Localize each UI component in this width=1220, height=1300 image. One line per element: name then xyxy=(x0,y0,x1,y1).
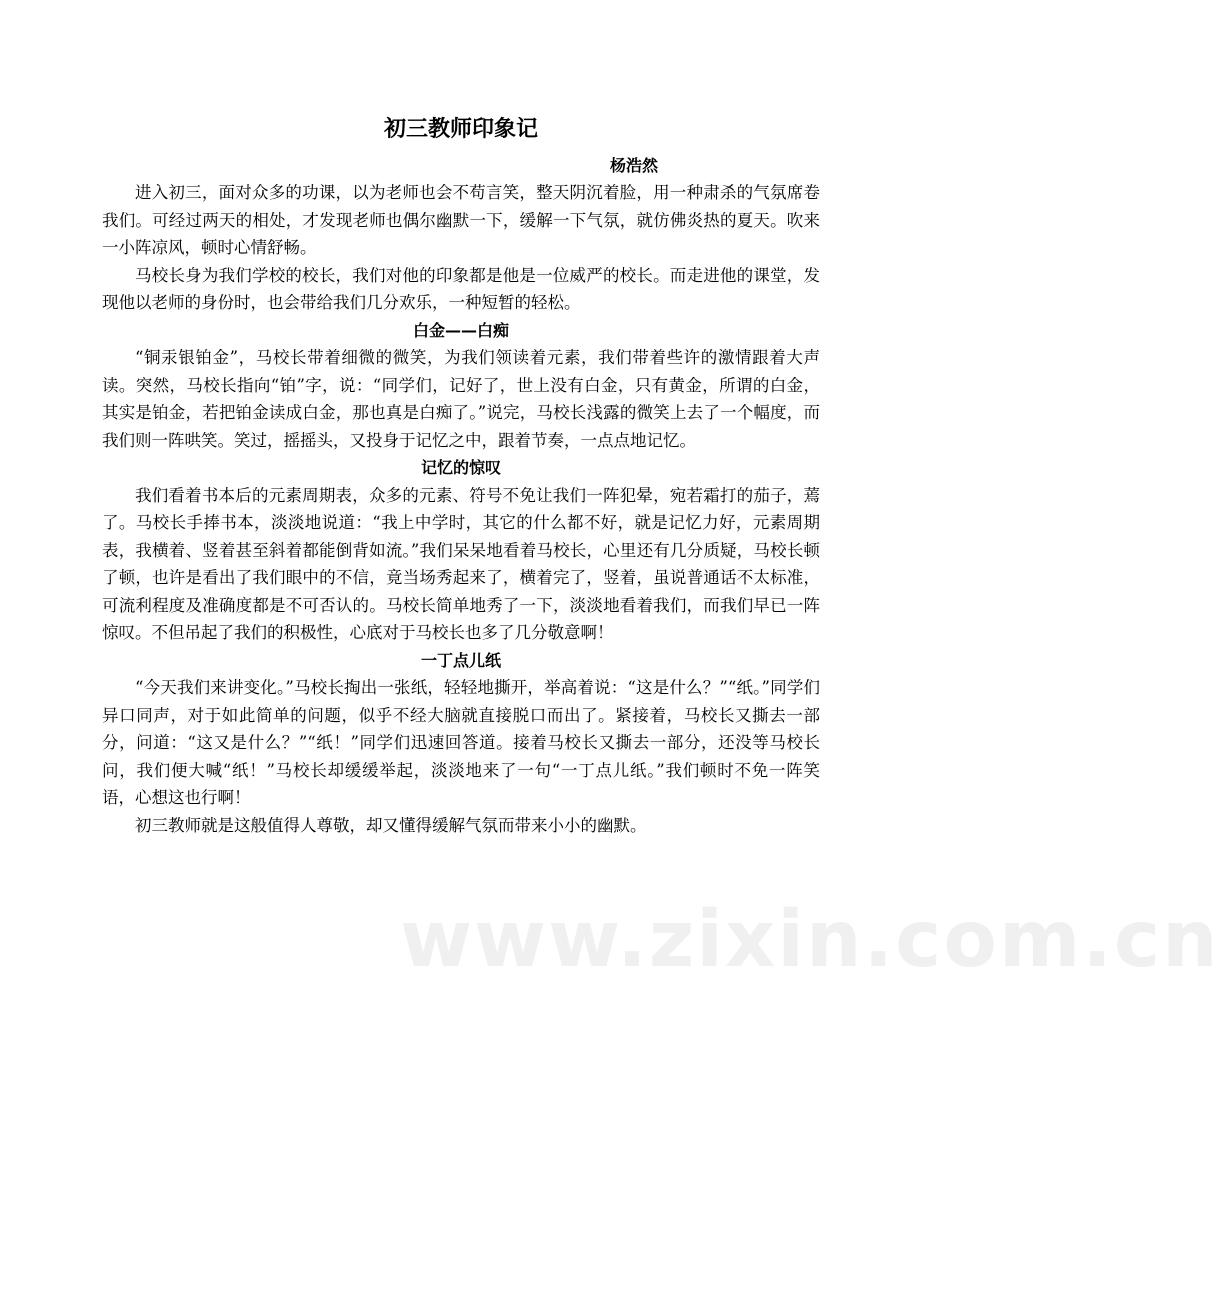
section-heading: 白金——白痴 xyxy=(412,320,509,340)
document-title: 初三教师印象记 xyxy=(383,117,538,142)
section-paragraph: “今天我们来讲变化。”马校长掏出一张纸，轻轻地撕开，举高着说：“这是什么？”“纸。”同学们异口同声，对于如此简单的问题，似乎不经大脑就直接脱口而出了。紧接着，马校长又撕去一部分，问道：“这又是什么？”“纸！”同学们迅速回答道。接着马校长又撕去一部分，还没等马校长问，我们便大喊“纸！”马校长却缓缓举起，淡淡地来了一句“一丁点儿纸。”我们顿时不免一阵笑语，心想这也行啊！ xyxy=(102,678,820,807)
document-page xyxy=(102,108,820,839)
section-paragraph: 我们看着书本后的元素周期表，众多的元素、符号不免让我们一阵犯晕，宛若霜打的茄子，蔫了。马校长手捧书本，淡淡地说道：“我上中学时，其它的什么都不好，就是记忆力好，元素周期表，我横着、竖着甚至斜着都能倒背如流。”我们呆呆地看着马校长，心里还有几分质疑，马校长顿了顿，也许是看出了我们眼中的不信，竟当场秀起来了，横着完了，竖着，虽说普通话不太标准，可流利程度及准确度都是不可否认的。马校长简单地秀了一下，淡淡地看着我们，而我们早已一阵惊叹。不但吊起了我们的积极性，心底对于马校长也多了几分敬意啊！ xyxy=(102,485,820,642)
intro-paragraph: 马校长身为我们学校的校长，我们对他的印象都是他是一位威严的校长。而走进他的课堂，发现他以老师的身份时，也会带给我们几分欢乐，一种短暂的轻松。 xyxy=(102,265,820,312)
closing-paragraph: 初三教师就是这般值得人尊敬，却又懂得缓解气氛而带来小小的幽默。 xyxy=(135,815,647,835)
intro-paragraph: 进入初三，面对众多的功课，以为老师也会不苟言笑，整天阴沉着脸，用一种肃杀的气氛席卷我们。可经过两天的相处，才发现老师也偶尔幽默一下，缓解一下气氛，就仿佛炎热的夏天。吹来一小阵凉风，顿时心情舒畅。 xyxy=(102,183,820,257)
section-paragraph: “铜汞银铂金”，马校长带着细微的微笑，为我们领读着元素，我们带着些许的激情跟着大声读。突然，马校长指向“铂”字，说：“同学们，记好了，世上没有白金，只有黄金，所谓的白金，其实是铂金，若把铂金读成白金，那也真是白痴了。”说完，马校长浅露的微笑上去了一个幅度，而我们则一阵哄笑。笑过，摇摇头，又投身于记忆之中，跟着节奏，一点点地记忆。 xyxy=(102,348,820,450)
section-heading: 记忆的惊叹 xyxy=(420,458,501,477)
author-name: 杨浩然 xyxy=(609,156,658,175)
section-heading: 一丁点儿纸 xyxy=(420,650,501,670)
watermark: www.zixin.com.cn xyxy=(400,895,1220,985)
